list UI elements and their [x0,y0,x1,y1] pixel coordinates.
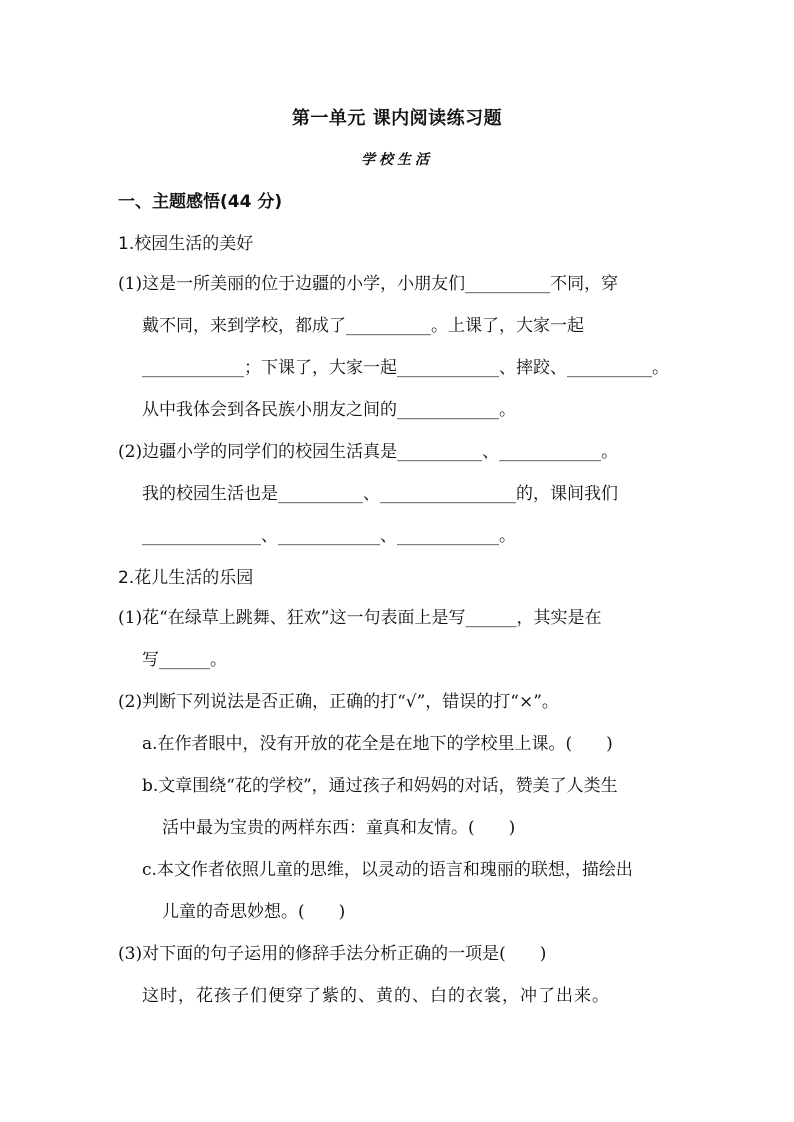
section-heading: 一、主题感悟(44 分) [118,192,283,212]
q1-part2-line: 我的校园生活也是__________、________________的，课间我们 [142,484,618,504]
page-subtitle: 学校生活 [361,152,433,168]
question-2-heading: 2.花儿生活的乐园 [118,568,254,588]
q2-part3-intro: (3)对下面的句子运用的修辞手法分析正确的一项是( ) [118,944,547,964]
q2-judgement-item: a.在作者眼中，没有开放的花全是在地下的学校里上课。( ) [142,734,613,754]
q2-part2-intro: (2)判断下列说法是否正确，正确的打“√”，错误的打“×”。 [118,692,559,712]
q2-judgement-item: 活中最为宝贵的两样东西：童真和友情。( ) [162,818,516,838]
q2-part1-line: (1)花“在绿草上跳舞、狂欢”这一句表面上是写______，其实是在 [118,608,602,628]
q2-judgement-item: b.文章围绕“花的学校”，通过孩子和妈妈的对话，赞美了人类生 [142,776,618,796]
q2-judgement-item: 儿童的奇思妙想。( ) [162,902,346,922]
page-title: 第一单元 课内阅读练习题 [291,108,503,129]
q1-part1-line: (1)这是一所美丽的位于边疆的小学，小朋友们__________不同，穿 [118,274,619,294]
q2-part1-line: 写______。 [142,650,227,670]
question-1-heading: 1.校园生活的美好 [118,234,254,254]
q1-part2-line: (2)边疆小学的同学们的校园生活真是__________、____________。 [118,442,619,462]
q1-part1-line: ____________；下课了，大家一起____________、摔跤、__________。 [142,358,669,378]
q1-part2-line: ______________、____________、____________。 [142,526,516,546]
q2-part3-sentence: 这时，花孩子们便穿了紫的、黄的、白的衣裳，冲了出来。 [142,986,610,1006]
q1-part1-line: 戴不同，来到学校，都成了__________。上课了，大家一起 [142,316,584,336]
q1-part1-line: 从中我体会到各民族小朋友之间的____________。 [142,400,516,420]
q2-judgement-item: c.本文作者依照儿童的思维，以灵动的语言和瑰丽的联想，描绘出 [142,860,633,880]
